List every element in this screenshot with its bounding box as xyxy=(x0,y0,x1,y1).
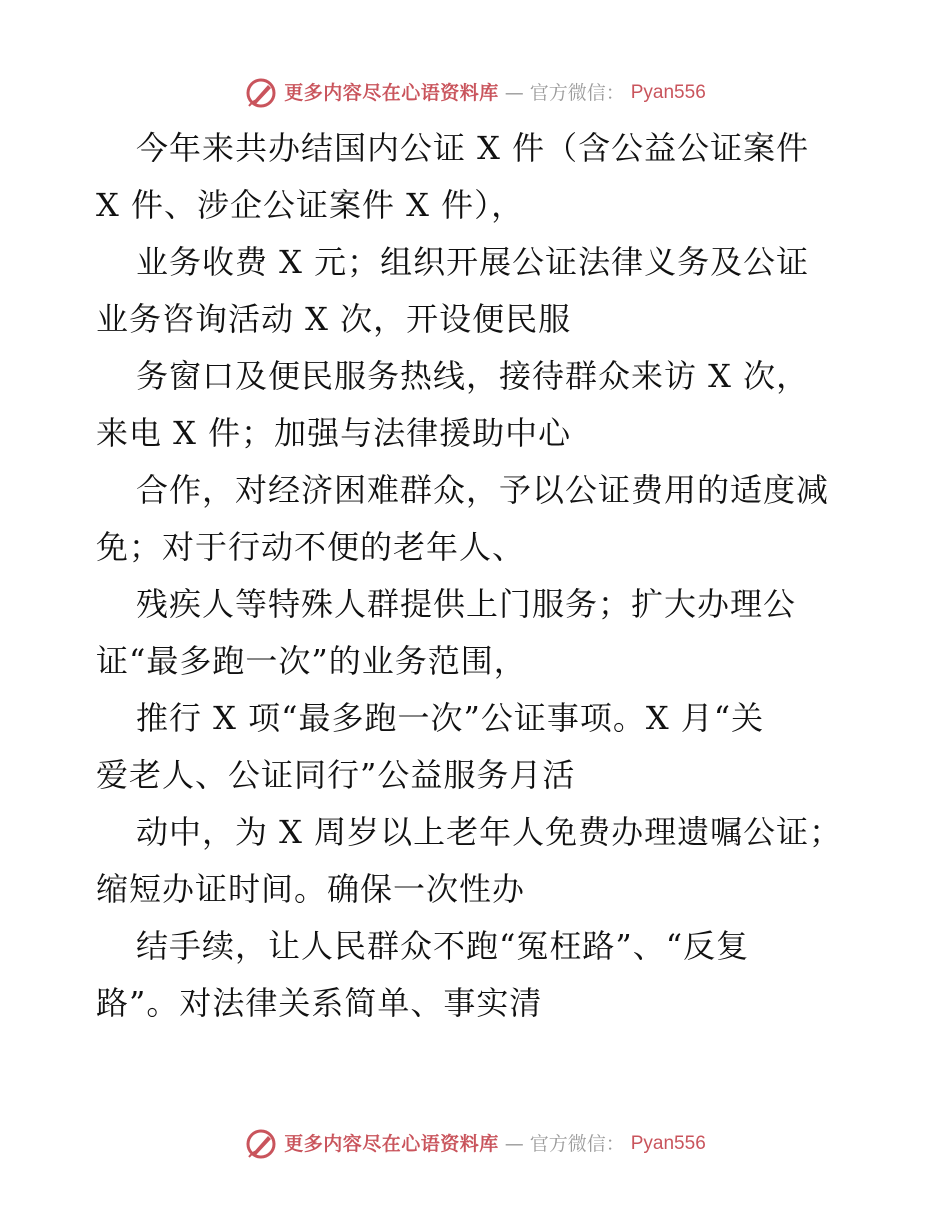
watermark-text: 更多内容尽在心语资料库 xyxy=(284,82,499,104)
body-text-line: 务窗口及便民服务热线，接待群众来访 X 次， xyxy=(136,357,810,395)
watermark-separator: — xyxy=(504,1133,524,1155)
header-watermark xyxy=(0,76,950,110)
body-text-line: 残疾人等特殊人群提供上门服务；扩大办理公 xyxy=(136,585,797,623)
watermark-wechat-id: Pyan556 xyxy=(630,1133,706,1154)
watermark-wechat-label: 官方微信： xyxy=(529,82,625,104)
body-text-line: 业务咨询活动 X 次，开设便民服 xyxy=(96,300,572,338)
watermark-separator: — xyxy=(504,82,524,104)
body-text-line: 合作，对经济困难群众，予以公证费用的适度减 xyxy=(136,471,830,509)
watermark-wechat-id: Pyan556 xyxy=(630,82,706,103)
watermark-wechat-label: 官方微信： xyxy=(529,1133,625,1155)
body-text-line: 缩短办证时间。确保一次性办 xyxy=(96,870,526,908)
watermark-text: 更多内容尽在心语资料库 xyxy=(284,1133,499,1155)
document-body xyxy=(96,120,856,1032)
body-text-line: 路”。对法律关系简单、事实清 xyxy=(96,984,543,1022)
footer-watermark xyxy=(0,1127,950,1161)
body-text-line: 来电 X 件；加强与法律援助中心 xyxy=(96,414,572,452)
body-text-line: 今年来共办结国内公证 X 件（含公益公证案件 xyxy=(136,129,810,167)
body-text-line: 动中，为 X 周岁以上老年人免费办理遗嘱公证； xyxy=(136,813,843,851)
quill-logo-icon xyxy=(244,1127,278,1161)
body-text-line: X 件、涉企公证案件 X 件）， xyxy=(96,186,525,224)
body-text-line: 免；对于行动不便的老年人、 xyxy=(96,528,526,566)
body-text-line: 推行 X 项“最多跑一次”公证事项。X 月“关 xyxy=(136,699,765,737)
body-text-line: 业务收费 X 元；组织开展公证法律义务及公证 xyxy=(136,243,810,281)
body-text-line: 结手续，让人民群众不跑“冤枉路”、“反复 xyxy=(136,927,750,965)
body-text-line: 证“最多跑一次”的业务范围， xyxy=(96,642,527,680)
body-text-line: 爱老人、公证同行”公益服务月活 xyxy=(96,756,576,794)
quill-logo-icon xyxy=(244,76,278,110)
